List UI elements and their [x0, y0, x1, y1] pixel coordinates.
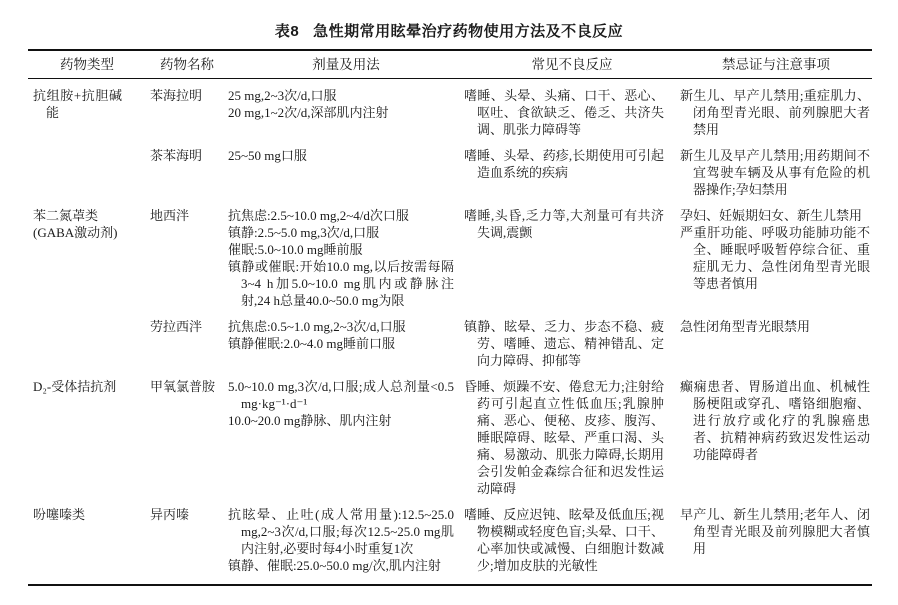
cell-adverse-reactions: 嗜睡,头昏,乏力等,大剂量可有共济失调,震颤: [464, 208, 664, 240]
column-header-contraindications: 禁忌证与注意事项: [722, 57, 830, 72]
drug-table: [28, 49, 872, 586]
cell-contraindications: 新生儿及早产儿禁用;用药期间不宜驾驶车辆及从事有危险的机器操作;孕妇禁用: [680, 148, 870, 197]
cell-dosage: 抗焦虑:2.5~10.0 mg,2~4/d次口服 镇静:2.5~5.0 mg,3次/d,口服 催眠:5.0~10.0 mg睡前服 镇静或催眠:开始10.0 mg,以后按需每隔3~4 h加5.0~10.0 mg肌内或静脉注射,24 h总量40.0~50.0 mg为限: [228, 208, 454, 308]
table-row: [28, 378, 872, 497]
table-row: [28, 318, 872, 369]
cell-drug-type: 苯二氮䓬类 (GABA激动剂): [33, 208, 118, 240]
cell-contraindications: 早产儿、新生儿禁用;老年人、闭角型青光眼及前列腺肥大者慎用: [680, 507, 870, 556]
cell-adverse-reactions: 嗜睡、反应迟钝、眩晕及低血压;视物模糊或轻度色盲;头晕、口干、心率加快或减慢、白细胞计数减少;增加皮肤的光敏性: [464, 507, 664, 573]
cell-drug-name: 甲氧氯普胺: [150, 379, 216, 394]
cell-adverse-reactions: 嗜睡、头晕、头痛、口干、恶心、呕吐、食欲缺乏、倦乏、共济失调、肌张力障碍等: [464, 88, 664, 137]
cell-drug-name: 异丙嗪: [150, 507, 190, 522]
table-number: 表8: [274, 23, 300, 40]
cell-dosage: 5.0~10.0 mg,3次/d,口服;成人总剂量<0.5 mg·kg⁻¹·d⁻¹ 10.0~20.0 mg静脉、肌内注射: [228, 379, 454, 428]
column-header-adverse-reactions: 常见不良反应: [531, 57, 613, 72]
cell-dosage: 抗焦虑:0.5~1.0 mg,2~3次/d,口服 镇静催眠:2.0~4.0 mg睡前口服: [228, 319, 406, 351]
column-header-drug-name: 药物名称: [160, 57, 214, 72]
table-row: [28, 87, 872, 138]
cell-contraindications: 急性闭角型青光眼禁用: [680, 319, 811, 334]
cell-drug-name: 地西泮: [150, 208, 190, 223]
table-title: [0, 20, 898, 41]
cell-drug-name: 苯海拉明: [150, 88, 203, 103]
cell-drug-type: D₂-受体拮抗剂: [33, 379, 117, 394]
cell-contraindications: 癫痫患者、胃肠道出血、机械性肠梗阻或穿孔、嗜铬细胞瘤、进行放疗或化疗的乳腺癌患者、抗精神病药致迟发性运动功能障碍者: [680, 379, 870, 462]
column-header-dosage: 剂量及用法: [312, 57, 380, 72]
cell-contraindications: 新生儿、早产儿禁用;重症肌力、闭角型青光眼、前列腺肥大者禁用: [680, 88, 870, 137]
cell-dosage: 抗眩晕、止吐(成人常用量):12.5~25.0 mg,2~3次/d,口服;每次12.5~25.0 mg肌内注射,必要时每4小时重复1次 镇静、催眠:25.0~50.0 mg/次,肌内注射: [228, 507, 454, 573]
table-row: [28, 506, 872, 574]
cell-dosage: 25~50 mg口服: [228, 148, 307, 163]
cell-contraindications: 孕妇、妊娠期妇女、新生儿禁用 严重肝功能、呼吸功能肺功能不全、睡眠呼吸暂停综合征、重症肌无力、急性闭角型青光眼等患者慎用: [680, 208, 870, 291]
cell-drug-type: 吩噻嗪类: [33, 507, 86, 522]
cell-drug-type: [28, 318, 146, 369]
cell-drug-type: [28, 147, 146, 198]
cell-adverse-reactions: 嗜睡、头晕、药疹,长期使用可引起造血系统的疾病: [464, 148, 664, 180]
cell-drug-name: 茶苯海明: [150, 148, 203, 163]
table-row: [28, 147, 872, 198]
table-body: [28, 79, 872, 586]
cell-drug-name: 劳拉西泮: [150, 319, 203, 334]
table-caption: 急性期常用眩晕治疗药物使用方法及不良反应: [313, 23, 624, 40]
column-header-drug-type: 药物类型: [60, 57, 114, 72]
cell-drug-type: 抗组胺+抗胆碱能: [33, 88, 122, 120]
cell-adverse-reactions: 昏睡、烦躁不安、倦怠无力;注射给药可引起直立性低血压;乳腺肿痛、恶心、便秘、皮疹、腹泻、睡眠障碍、眩晕、严重口渴、头痛、易激动、肌张力障碍,长期用会引发帕金森综合征和迟发性运动障碍: [464, 379, 664, 496]
cell-dosage: 25 mg,2~3次/d,口服 20 mg,1~2次/d,深部肌内注射: [228, 88, 389, 120]
cell-adverse-reactions: 镇静、眩晕、乏力、步态不稳、疲劳、嗜睡、遗忘、精神错乱、定向力障碍、抑郁等: [464, 319, 664, 368]
table-row: [28, 207, 872, 309]
table-header-row: [28, 49, 872, 79]
